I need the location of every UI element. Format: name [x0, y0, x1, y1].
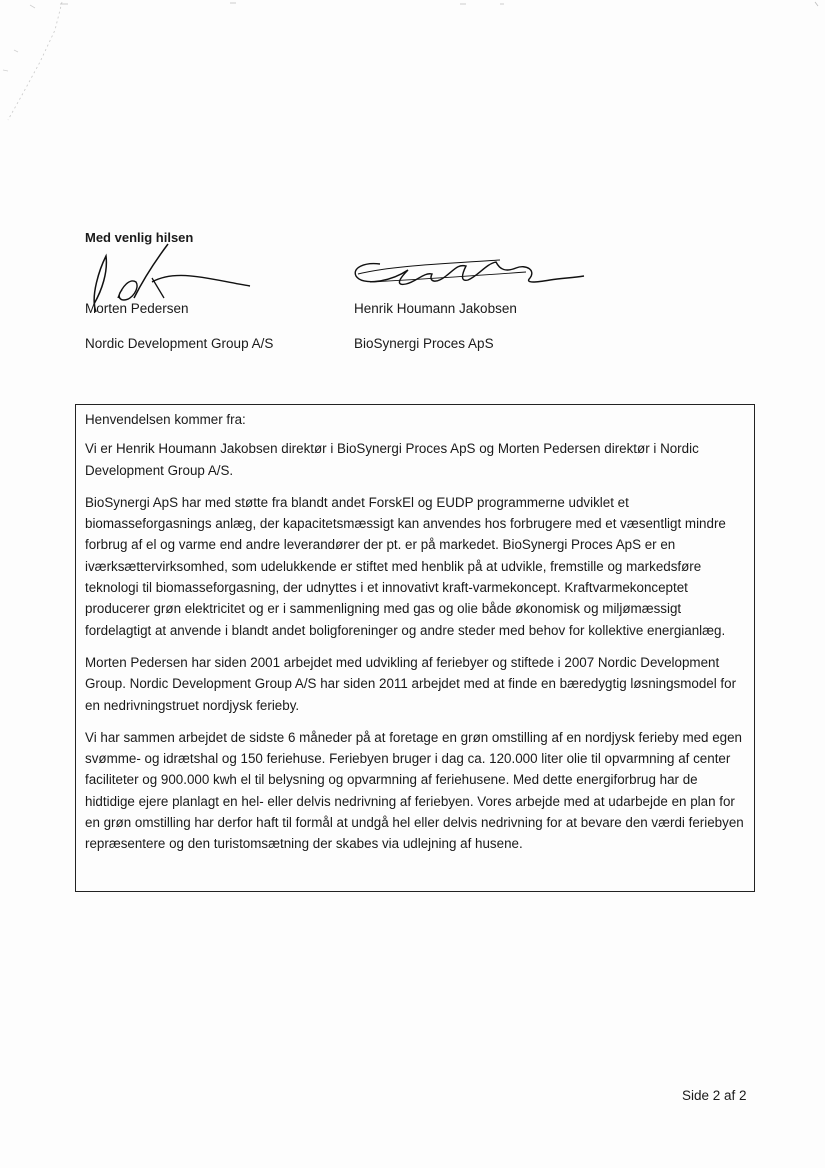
signer-organization-2: BioSynergi Proces ApS — [354, 336, 494, 351]
signer-name-1: Morten Pedersen — [85, 301, 189, 316]
signature-henrik-houmann-jakobsen — [350, 252, 586, 296]
signer-organization-1: Nordic Development Group A/S — [85, 336, 274, 351]
info-paragraph: Morten Pedersen har siden 2001 arbejdet med udvikling af feriebyer og stiftede i 2007 Nordic Development Group. Nordic Development Group A/S har siden 2011 arbejdet med at finde en bæredygtig løsningsmodel for en nedrivningstruet nordjysk ferieby. — [85, 654, 737, 713]
scan-artifact — [0, 0, 90, 130]
info-box-heading: Henvendelsen kommer fra: — [85, 412, 246, 427]
page-number: Side 2 af 2 — [682, 1088, 747, 1103]
sender-info-box — [75, 404, 755, 892]
info-paragraph: Vi har sammen arbejdet de sidste 6 måneder på at foretage en grøn omstilling af en nordjysk ferieby med egen svømme- og idrætshal og 150 feriehuse. Feriebyen bruger i dag ca. 120.000 liter olie til opvarmning af center faciliteter og 900.000 kwh el til belysning og opvarmning af feriehusene. Med dette energiforbrug har de hidtidige ejere planlagt en hel- eller delvis nedrivning af feriebyen. Vores arbejde med at udarbejde en plan for en grøn omstilling har derfor haft til formål at undgå hel eller delvis nedrivning for at bevare den værdi feriebyen repræsentere og den turistomsætning der skabes via udlejning af husene. — [85, 729, 744, 852]
info-paragraph: Vi er Henrik Houmann Jakobsen direktør i BioSynergi Proces ApS og Morten Pedersen direktør i Nordic Development Group A/S. — [85, 441, 699, 478]
scan-artifact — [0, 0, 825, 10]
closing-salutation: Med venlig hilsen — [85, 230, 194, 245]
info-paragraph: BioSynergi ApS har med støtte fra blandt andet ForskEl og EUDP programmerne udviklet et biomasseforgasnings anlæg, der kapacitetsmæssigt kan anvendes hos forbrugere med et væsentligt mindre forbrug af el og varme end andre leverandører der pt. er på markedet. BioSynergi Proces ApS er en iværksættervirksomhed, som udelukkende er stiftet med henblik på at udvikle, fremstille og markedsføre teknologi til biomasseforgasning, der udnyttes i et innovativt kraft-varmekoncept. Kraftvarmekonceptet producerer grøn elektricitet og er i sammenligning med gas og olie både økonomisk og miljømæssigt fordelagtigt at anvende i blandt andet boligforeninger og andre steder med behov for kollektive energianlæg. — [85, 494, 726, 638]
signer-name-2: Henrik Houmann Jakobsen — [354, 301, 517, 316]
